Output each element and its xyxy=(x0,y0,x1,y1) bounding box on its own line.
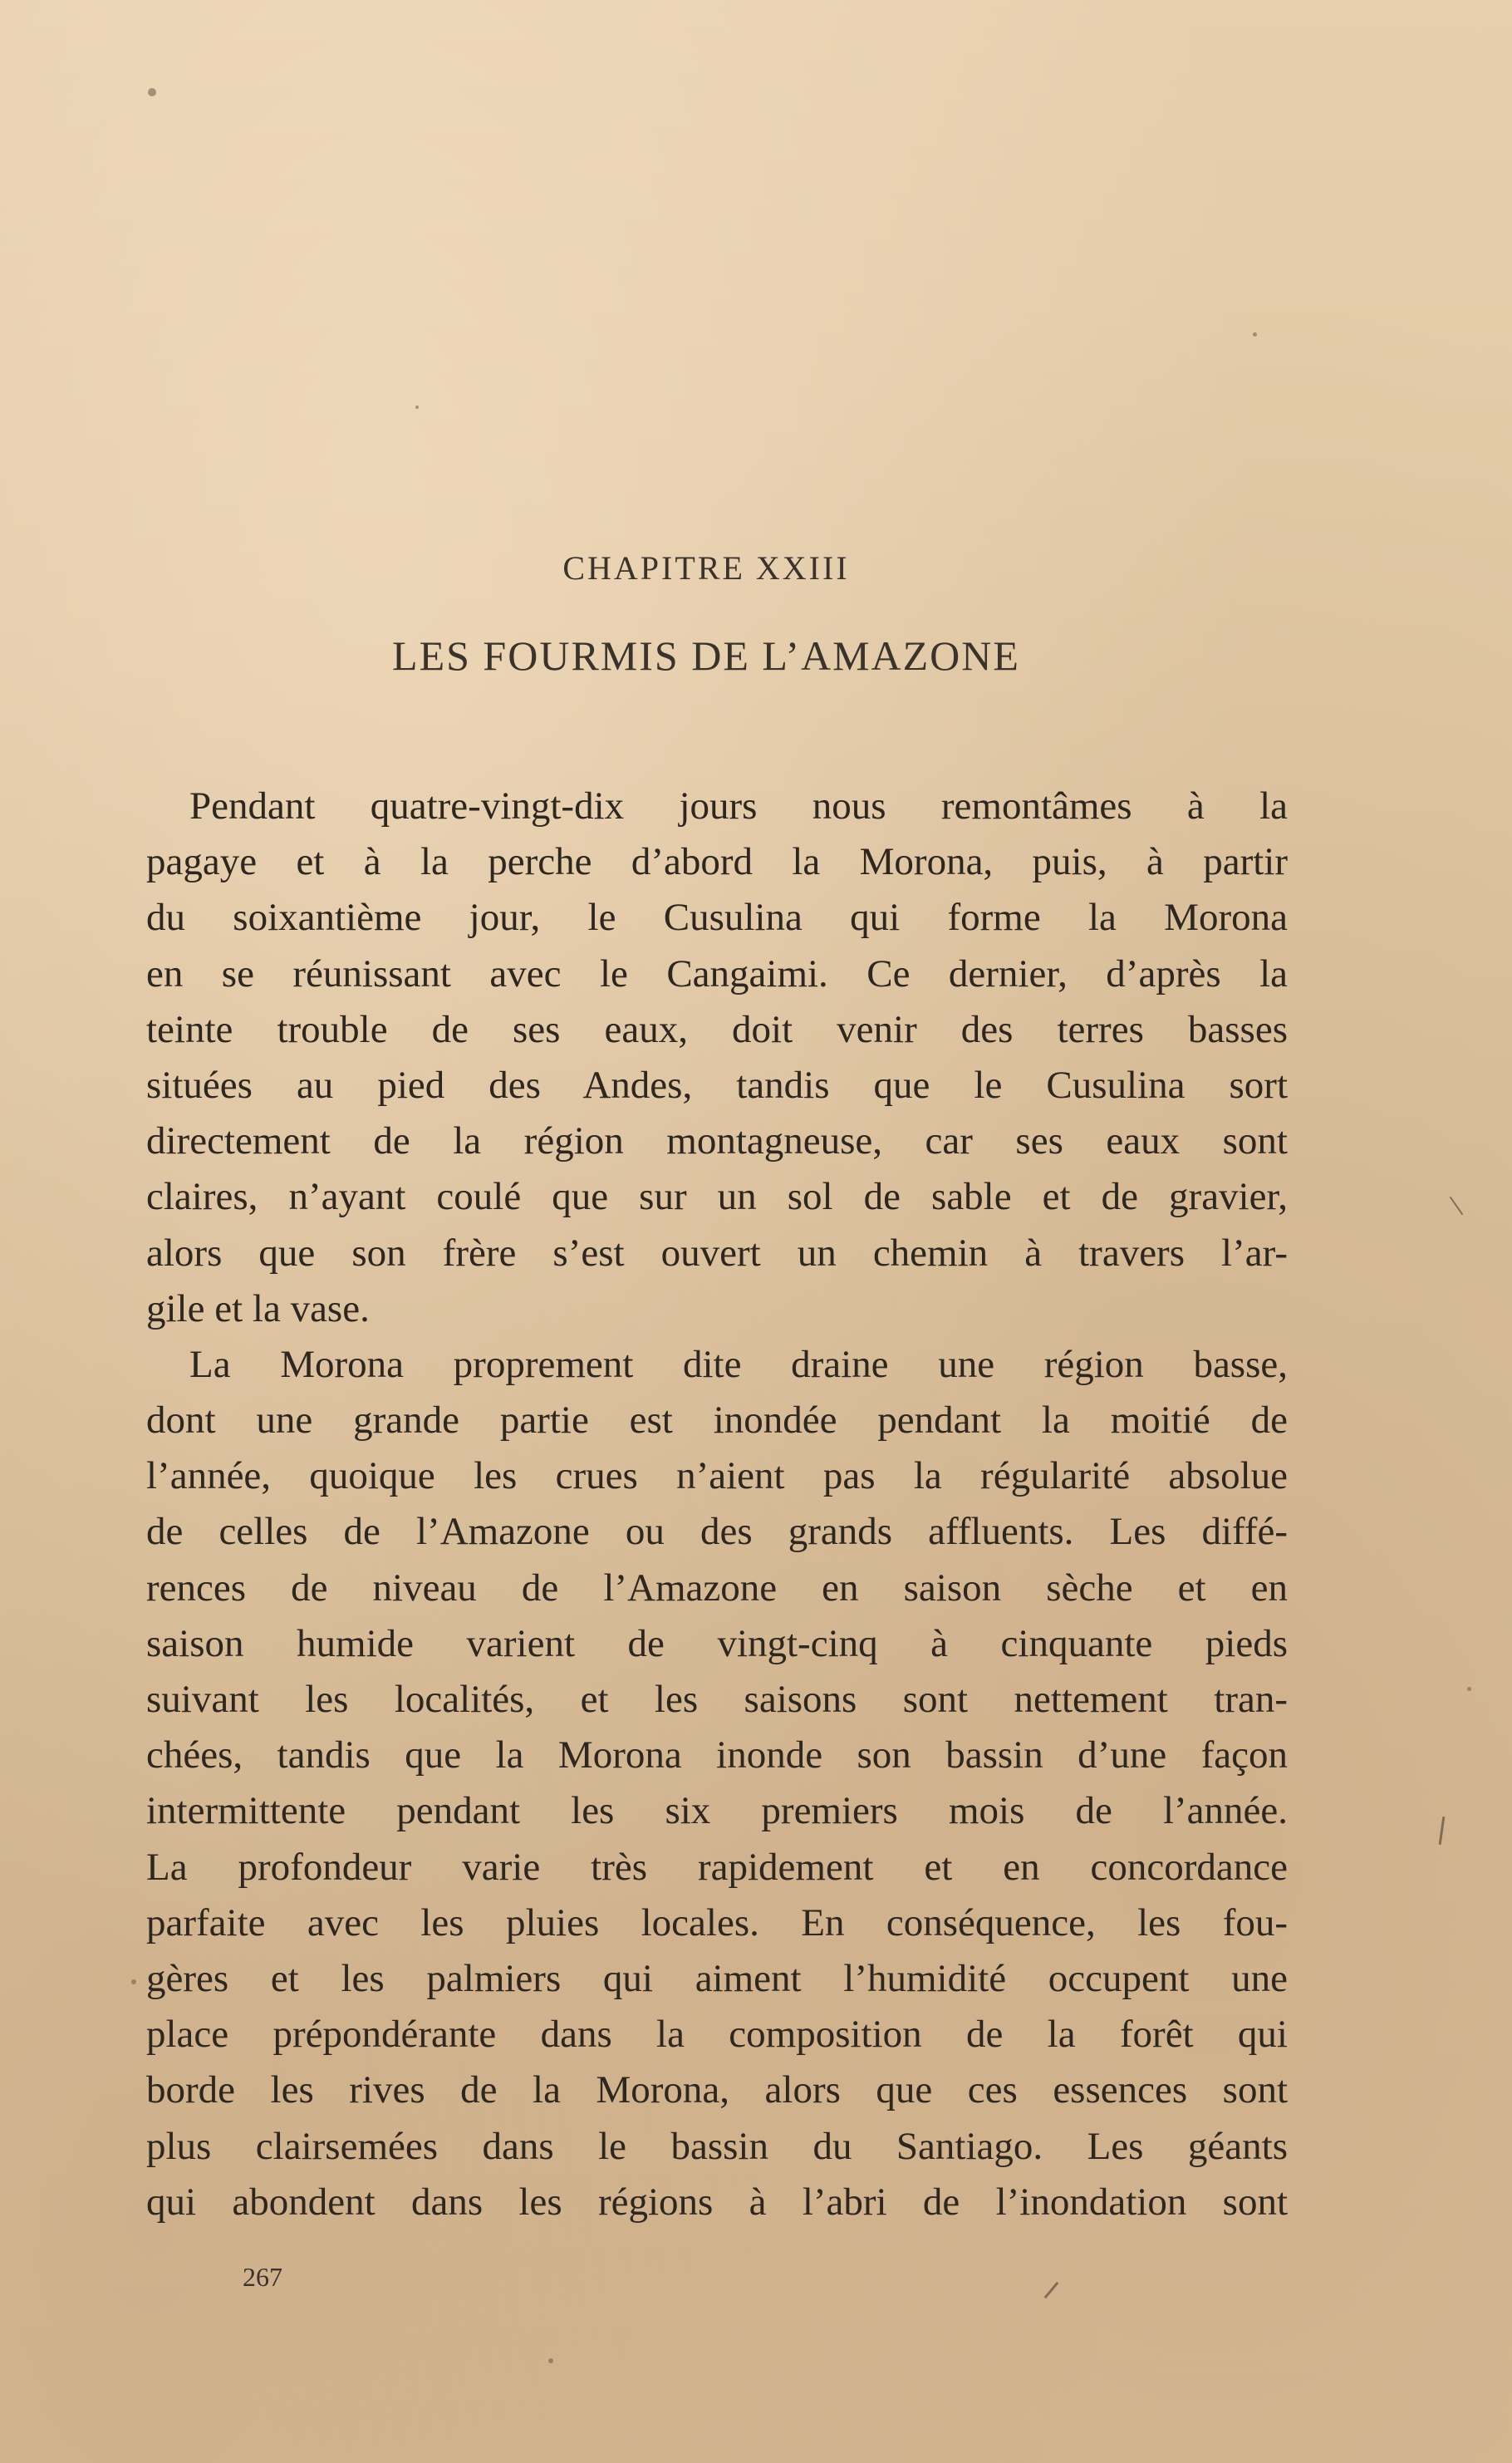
text-line: en se réunissant avec le Cangaimi. Ce dernier, d’après la xyxy=(146,951,1288,996)
paper-mark xyxy=(1450,1197,1464,1215)
text-line: pagaye et à la perche d’abord la Morona, puis, à partir xyxy=(146,840,1288,884)
text-line: borde les rives de la Morona, alors que ces essences sont xyxy=(146,2068,1288,2112)
text-line: de celles de l’Amazone ou des grands affluents. Les diffé- xyxy=(146,1510,1288,1554)
text-line: plus clairsemées dans le bassin du Santiago. Les géants xyxy=(146,2124,1288,2168)
text-line: Pendant quatre-vingt-dix jours nous remontâmes à la xyxy=(189,784,1288,828)
text-line: l’année, quoique les crues n’aient pas la régularité absolue xyxy=(146,1454,1288,1498)
text-line: dont une grande partie est inondée pendant la moitié de xyxy=(146,1399,1288,1443)
text-line: intermittente pendant les six premiers mois de l’année. xyxy=(146,1789,1288,1833)
page-number: 267 xyxy=(243,2262,282,2292)
paper-speck xyxy=(415,406,419,409)
paper-speck xyxy=(148,88,156,96)
text-line: rences de niveau de l’Amazone en saison sèche et en xyxy=(146,1566,1288,1610)
paper-speck xyxy=(1467,1687,1471,1691)
text-line: chées, tandis que la Morona inonde son bassin d’une façon xyxy=(146,1733,1288,1777)
paper-mark xyxy=(1044,2282,1059,2298)
paper-speck xyxy=(1253,332,1257,337)
text-line: suivant les localités, et les saisons sont nettement tran- xyxy=(146,1678,1288,1721)
chapter-title: LES FOURMIS DE L’AMAZONE xyxy=(392,632,1020,679)
text-line: claires, n’ayant coulé que sur un sol de sable et de gravier, xyxy=(146,1175,1288,1219)
paper-mark xyxy=(1439,1817,1446,1845)
paper-speck xyxy=(548,2358,553,2363)
text-line: teinte trouble de ses eaux, doit venir des terres basses xyxy=(146,1007,1288,1051)
text-line: directement de la région montagneuse, car ses eaux sont xyxy=(146,1119,1288,1163)
text-line: gile et la vase. xyxy=(146,1286,370,1330)
text-line: gères et les palmiers qui aiment l’humidité occupent une xyxy=(146,1956,1288,2000)
text-line: alors que son frère s’est ouvert un chemin à travers l’ar- xyxy=(146,1231,1288,1275)
text-line: saison humide varient de vingt-cinq à cinquante pieds xyxy=(146,1621,1288,1665)
text-line: La Morona proprement dite draine une région basse, xyxy=(189,1342,1288,1386)
paper-speck xyxy=(131,1979,136,1984)
body-text xyxy=(146,779,1288,2230)
text-line: La profondeur varie très rapidement et en concordance xyxy=(146,1845,1288,1889)
text-line: place prépondérante dans la composition de la forêt qui xyxy=(146,2013,1288,2057)
text-line: qui abondent dans les régions à l’abri de l’inondation sont xyxy=(146,2180,1288,2224)
text-line: parfaite avec les pluies locales. En conséquence, les fou- xyxy=(146,1900,1288,1944)
text-line: du soixantième jour, le Cusulina qui forme la Morona xyxy=(146,896,1288,940)
chapter-number: CHAPITRE XXIII xyxy=(562,549,850,587)
text-line: situées au pied des Andes, tandis que le Cusulina sort xyxy=(146,1063,1288,1107)
